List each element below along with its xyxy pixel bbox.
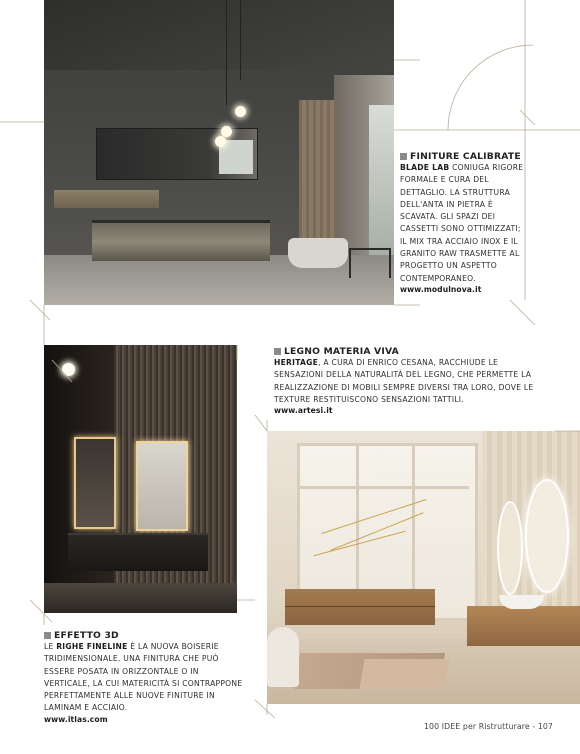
website-link[interactable]: www.artesi.it: [274, 406, 333, 416]
section-body: [44, 641, 244, 715]
heading-square-icon: [400, 153, 407, 160]
brand-name: HERITAGE: [274, 358, 319, 367]
photo-bathroom-wood-boiserie: [44, 345, 237, 613]
caption-effetto-3d: [44, 630, 244, 724]
body-text: , A CURA DI ENRICO CESANA, RACCHIUDE LE SENSAZIONI DELLA NATURALITÀ DEL LEGNO, CHE PERMETTE LA REALIZZAZIONE DI MOBILI SEMPRE DIVERSI TRA LORO, DOVE LE TEXTURE RESTITUISCONO SENSAZIONI TATTILI.: [274, 358, 534, 404]
brand-name: RIGHE FINELINE: [56, 642, 128, 651]
website-link[interactable]: www.itlas.com: [44, 714, 108, 724]
body-text: CONIUGA RIGORE FORMALE E CURA DEL DETTAGLIO. LA STRUTTURA DELL'ANTA IN PIETRA È SCAVATA. GLI SPAZI DEI CASSETTI SONO OTTIMIZZATI; IL MIX TRA ACCIAIO INOX E IL GRANITO RAW TRASMETTE AL PROGETTO UN ASPETTO CONTEMPORANEO.: [400, 163, 524, 283]
caption-legno-materia-viva: [274, 346, 539, 415]
section-body: [274, 357, 539, 406]
website-link[interactable]: www.modulnova.it: [400, 284, 482, 294]
pendant-lamp: [221, 126, 232, 137]
heading-square-icon: [274, 348, 281, 355]
page-footer: 100 IDEE per Ristrutturare - 107: [424, 722, 553, 731]
section-heading-text: EFFETTO 3D: [54, 630, 119, 641]
section-heading: [44, 630, 244, 641]
pendant-lamp: [215, 136, 226, 147]
body-text: È LA NUOVA BOISERIE TRIDIMENSIONALE. UNA FINITURA CHE PUÒ ESSERE POSATA IN ORIZZONTALE O IN VERTICALE, LA CUI MATERICITÀ SI CONTRAPPONE PERFETTAMENTE ALLE NUOVE FINITURE IN LAMINAM E ACCIAIO.: [44, 642, 243, 713]
caption-finiture-calibrate: [400, 151, 530, 294]
photo-bathroom-bright: [267, 431, 580, 704]
photo-bathroom-dark: [44, 0, 394, 305]
section-heading: [400, 151, 530, 162]
brand-name: BLADE LAB: [400, 163, 450, 172]
section-heading-text: FINITURE CALIBRATE: [410, 151, 521, 162]
heading-square-icon: [44, 632, 51, 639]
section-heading: [274, 346, 539, 357]
section-heading-text: LEGNO MATERIA VIVA: [284, 346, 399, 357]
pendant-lamp: [235, 106, 246, 117]
body-text-pre: LE: [44, 642, 57, 651]
section-body: [400, 162, 530, 285]
